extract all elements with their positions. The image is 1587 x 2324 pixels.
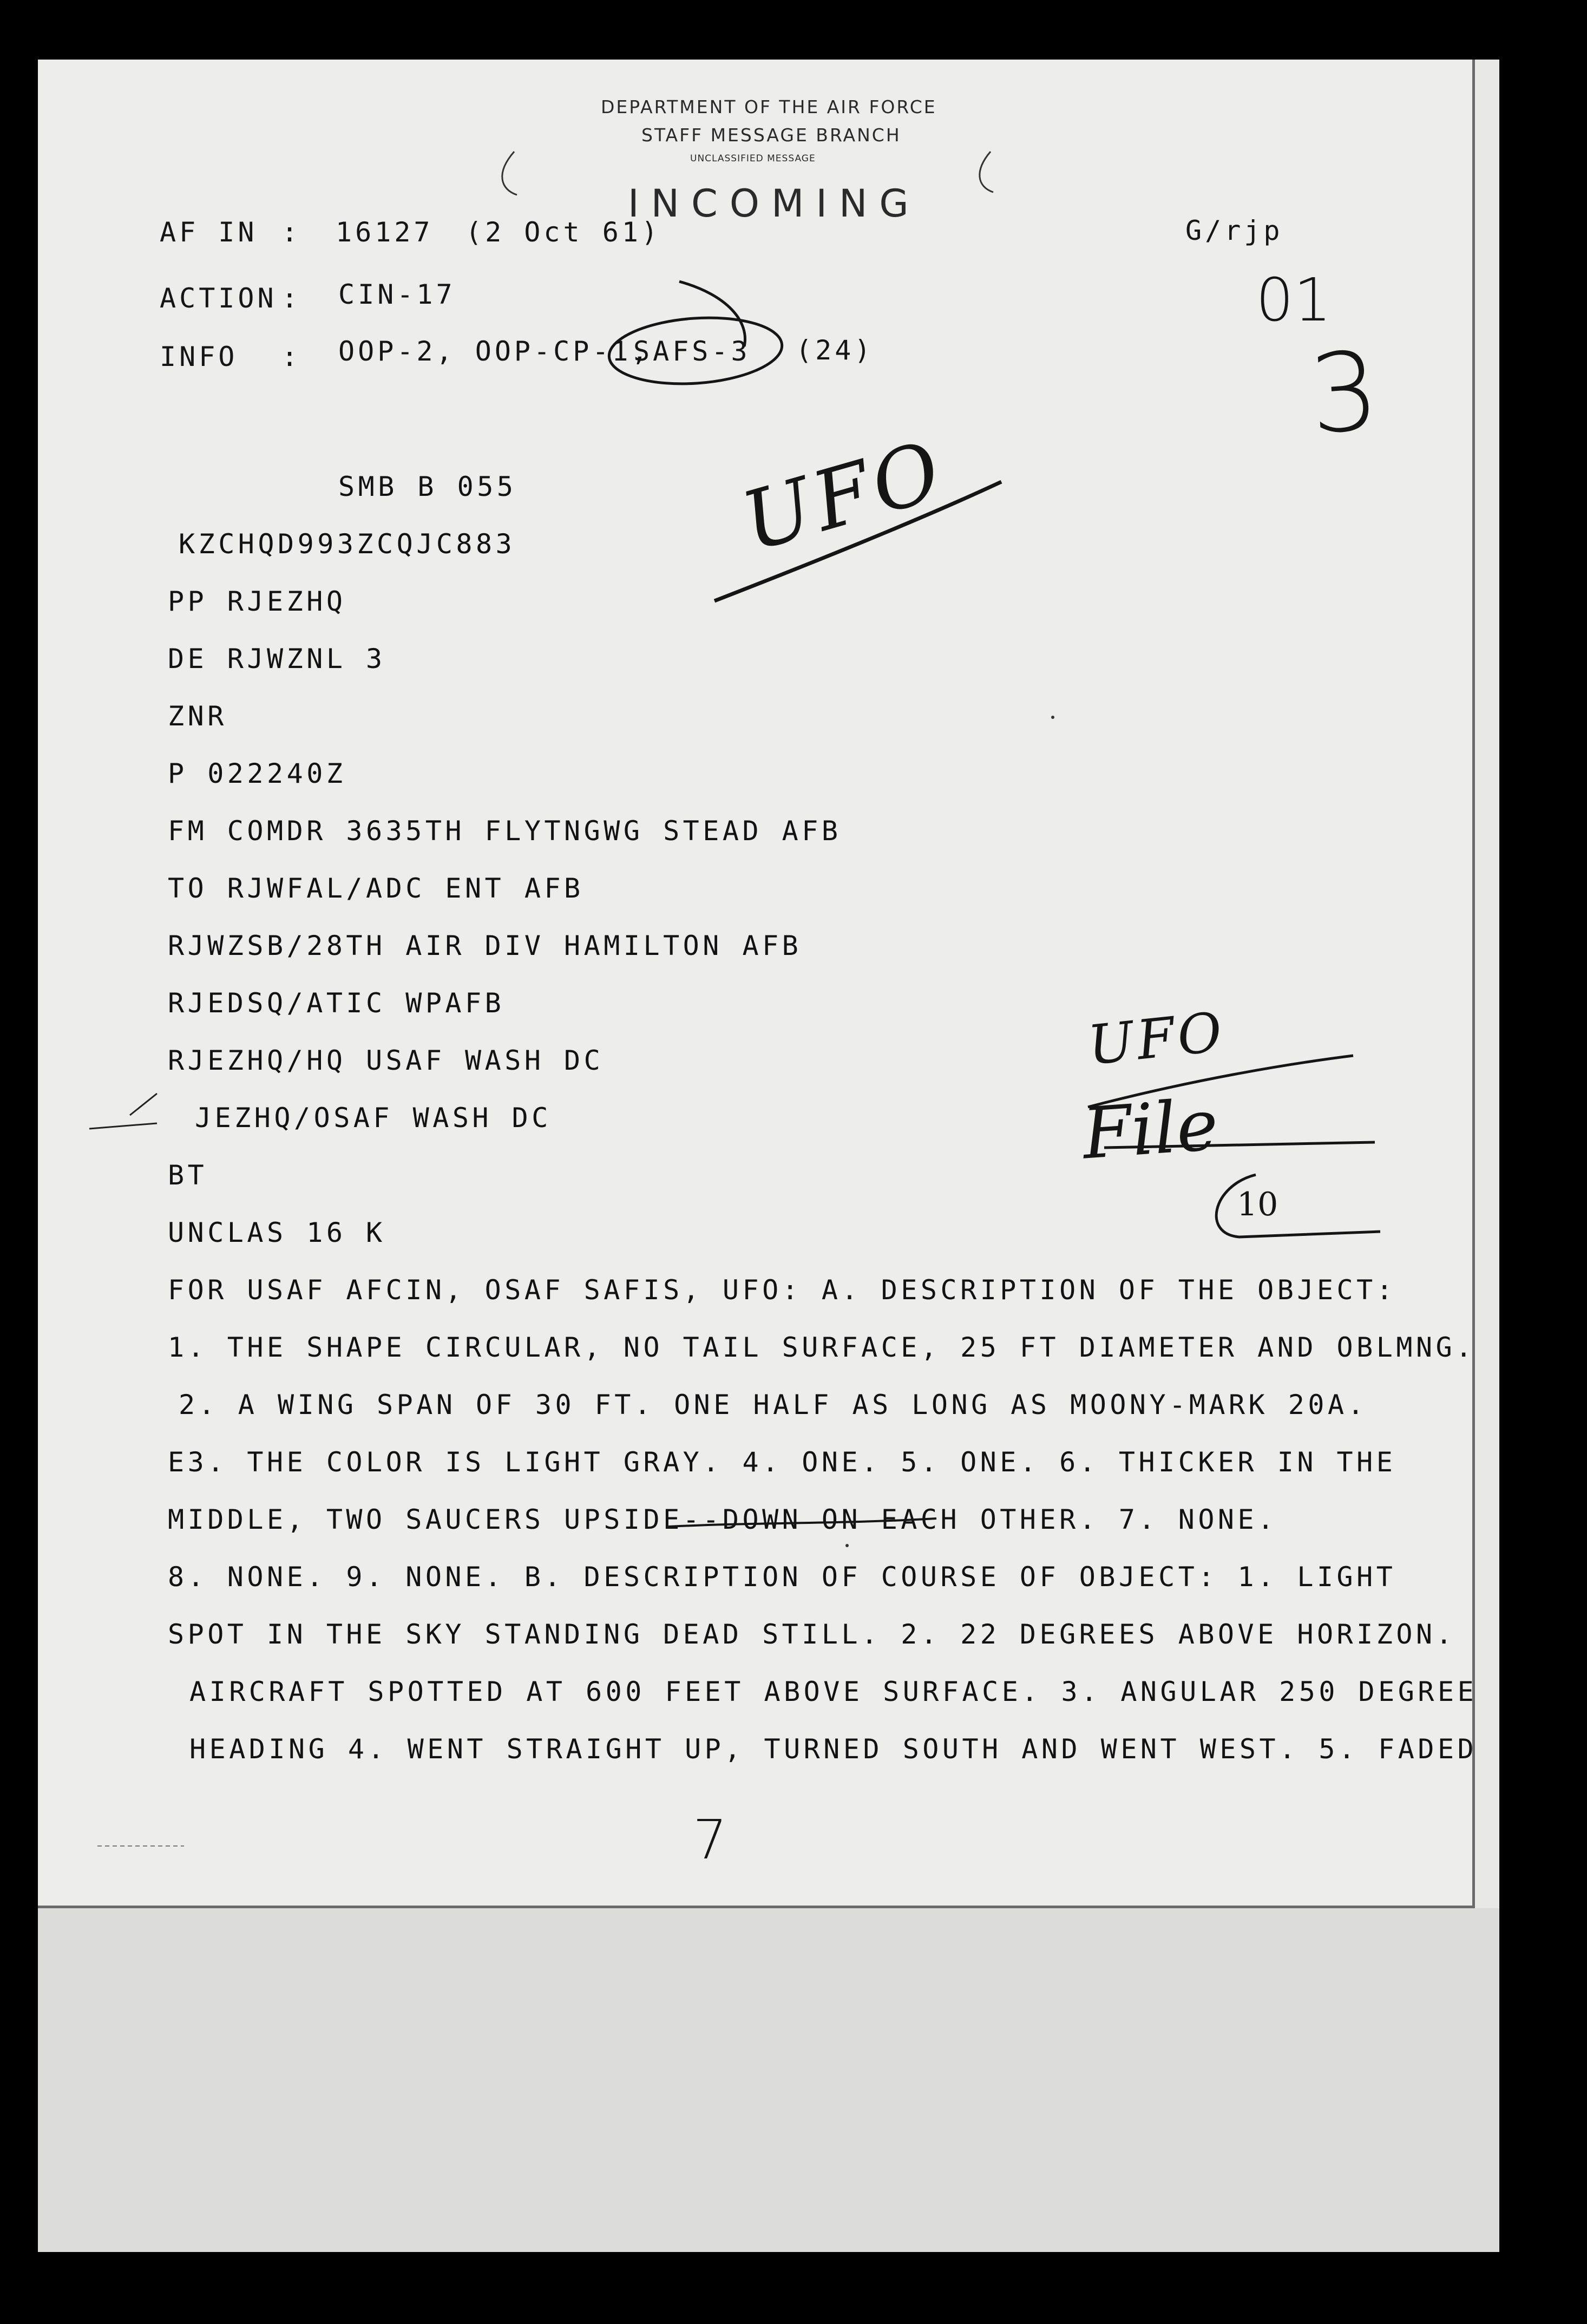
circle-around-safs (607, 312, 784, 389)
message-line: RJEDSQ/ATIC WPAFB (168, 987, 505, 1019)
message-line: FM COMDR 3635TH FLYTNGWG STEAD AFB (168, 815, 842, 847)
action-value: CIN-17 (338, 279, 456, 310)
af-in-colon: : (281, 217, 301, 248)
info-circled-code: SAFS-3 (633, 336, 751, 367)
message-line: 1. THE SHAPE CIRCULAR, NO TAIL SURFACE, 25 FT DIAMETER AND OBLMNG. (168, 1332, 1475, 1363)
message-line: UNCLAS 16 K (168, 1217, 386, 1248)
message-line: DE RJWZNL 3 (168, 643, 386, 675)
af-in-label: AF IN (160, 217, 258, 248)
message-line: E3. THE COLOR IS LIGHT GRAY. 4. ONE. 5. ONE. 6. THICKER IN THE (168, 1446, 1396, 1478)
message-line: SPOT IN THE SKY STANDING DEAD STILL. 2. 22 DEGREES ABOVE HORIZON. (168, 1619, 1456, 1650)
message-line: 8. NONE. 9. NONE. B. DESCRIPTION OF COURSE OF OBJECT: 1. LIGHT (168, 1561, 1396, 1593)
ufo-handwritten-small: UFO (1085, 1000, 1229, 1077)
corner-annotation-top: 01 (1256, 265, 1332, 335)
message-line: RJEZHQ/HQ USAF WASH DC (168, 1045, 604, 1076)
file-underline (1104, 1142, 1375, 1148)
message-line: JEZHQ/OSAF WASH DC (195, 1102, 552, 1134)
af-in-number: 16127 (336, 217, 434, 248)
message-line: HEADING 4. WENT STRAIGHT UP, TURNED SOUTH AND WENT WEST. 5. FADED (189, 1733, 1478, 1765)
message-line: FOR USAF AFCIN, OSAF SAFIS, UFO: A. DESCRIPTION OF THE OBJECT: (168, 1274, 1396, 1306)
action-colon: : (281, 283, 301, 314)
message-line: PP RJEZHQ (168, 586, 346, 617)
message-line: SMB B 055 (338, 471, 517, 502)
message-line: BT (168, 1160, 208, 1191)
info-label: INFO (160, 341, 238, 372)
incoming-stamp: INCOMING (628, 181, 921, 226)
corner-annotation-bottom: 3 (1306, 328, 1383, 459)
message-line: ZNR (168, 701, 227, 732)
ufo-handwritten-large: UFO (732, 423, 955, 570)
phrase-underline (668, 1518, 936, 1527)
action-label: ACTION (160, 283, 277, 314)
branch-header: STAFF MESSAGE BRANCH (641, 125, 901, 146)
classification-note: UNCLASSIFIED MESSAGE (690, 153, 816, 164)
page-mark: 7 (693, 1808, 727, 1871)
message-line: KZCHQD993ZCQJC883 (179, 528, 516, 560)
ufo-strike-line (714, 482, 1001, 601)
department-header: DEPARTMENT OF THE AIR FORCE (601, 96, 937, 117)
af-in-date: (2 Oct 61) (465, 217, 661, 248)
message-line: MIDDLE, TWO SAUCERS UPSIDE--DOWN ON EACH OTHER. 7. NONE. (168, 1504, 1277, 1535)
info-value: OOP-2, OOP-CP-1, (338, 336, 651, 367)
message-line: 2. A WING SPAN OF 30 FT. ONE HALF AS LONG AS MOONY-MARK 20A. (179, 1389, 1368, 1420)
file-handwritten: File (1080, 1083, 1221, 1175)
info-colon: : (281, 341, 301, 372)
message-line: AIRCRAFT SPOTTED AT 600 FEET ABOVE SURFACE. 3. ANGULAR 250 DEGREE (189, 1676, 1478, 1707)
message-line: RJWZSB/28TH AIR DIV HAMILTON AFB (168, 930, 802, 961)
message-line: P 022240Z (168, 758, 346, 789)
operator-initials: G/rjp (1185, 215, 1283, 246)
message-line: TO RJWFAL/ADC ENT AFB (168, 873, 584, 904)
circle-mark-outline (1216, 1175, 1380, 1237)
circled-mark: 10 (1237, 1186, 1278, 1223)
info-count: (24) (796, 335, 874, 366)
